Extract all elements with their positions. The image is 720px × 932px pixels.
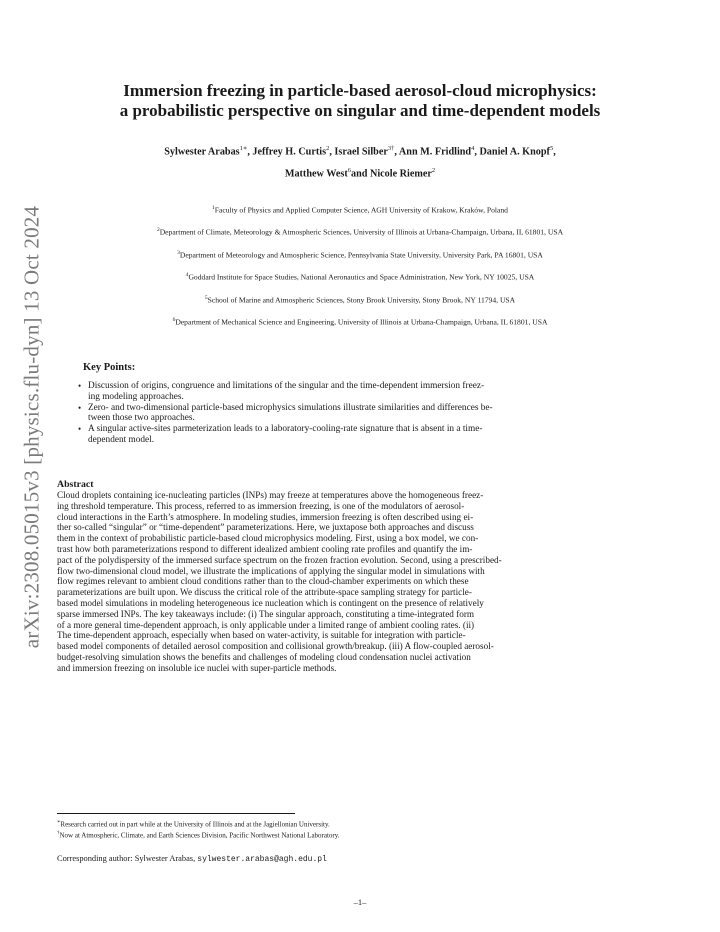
key-point-text: A singular active-sites parmeterization leads to a laboratory-cooling-rate signature that is absent in a time- xyxy=(88,424,483,435)
author-affil-mark: 1∗ xyxy=(239,145,248,152)
key-point xyxy=(78,424,658,446)
author-affil-mark: 2 xyxy=(431,167,436,174)
footnote xyxy=(57,829,340,840)
abstract-line: pact of the polydispersity of the immersed surface spectrum on the frozen fraction evolution. Second, using a prescribed- xyxy=(57,554,502,565)
author-separator: and xyxy=(350,168,370,180)
key-point-text: ing modeling approaches. xyxy=(88,391,184,402)
affiliation-number: 6 xyxy=(172,317,176,323)
author-name: Matthew West xyxy=(284,168,348,180)
bullet-icon: • xyxy=(78,402,82,413)
abstract-line: flow regimes relevant to ambient cloud conditions rather than to the cloud-chamber experiments on which these xyxy=(57,576,469,587)
author-affil-mark: 5 xyxy=(549,145,554,152)
affiliation-text: Department of Climate, Meteorology & Atmospheric Sciences, University of Illinois at Urbana-Champaign, Urbana, IL 61801, USA xyxy=(159,227,564,237)
footnote-text: Now at Atmospheric, Climate, and Earth Sciences Division, Pacific Northwest National Laboratory. xyxy=(59,831,340,840)
key-points-list xyxy=(78,381,658,446)
affiliation-text: Department of Mechanical Science and Engineering, University of Illinois at Urbana-Champaign, Urbana, IL 61801, USA xyxy=(175,317,548,327)
abstract-body xyxy=(57,490,667,674)
affiliation xyxy=(40,270,680,283)
abstract-line: Cloud droplets containing ice-nucleating particles (INPs) may freeze at temperatures above the homogeneous freez- xyxy=(57,490,484,500)
affiliation-number: 5 xyxy=(204,295,208,301)
author-separator: , xyxy=(474,146,480,158)
affiliation xyxy=(40,203,680,216)
affiliation-text: Department of Meteorology and Atmospheric Science, Pennsylvania State University, University Park, PA 16801, USA xyxy=(179,250,543,260)
corresponding-email[interactable]: sylwester.arabas@agh.edu.pl xyxy=(197,855,327,864)
abstract-line: ther so-called “singular” or “time-dependent” parameterizations. Here, we juxtapose both approaches and discuss xyxy=(57,522,474,533)
author-name: Israel Silber xyxy=(334,146,388,158)
footnote xyxy=(57,818,330,829)
affiliation xyxy=(40,225,680,238)
author-name: Ann M. Fridlind xyxy=(398,146,472,158)
key-point-text: Zero- and two-dimensional particle-based microphysics simulations illustrate similarities and differences be- xyxy=(88,402,493,413)
abstract-line: trast how both parameterizations respond to different idealized ambient cooling rate profiles and quantify the im- xyxy=(57,543,473,554)
author-separator: , xyxy=(553,146,556,158)
page-number: –1– xyxy=(353,897,367,907)
affiliation-text: Faculty of Physics and Applied Computer Science, AGH University of Krakow, Kraków, Poland xyxy=(214,205,508,215)
bullet-icon: • xyxy=(78,424,82,435)
author-name: Nicole Riemer xyxy=(369,168,432,180)
abstract-line: flow two-dimensional cloud model, we illustrate the implications of applying the singular model in simulations with xyxy=(57,565,485,576)
author-affil-mark: 2 xyxy=(326,145,330,152)
author-affil-mark: 6 xyxy=(347,167,351,174)
abstract-line: ing threshold temperature. This process, referred to as immersion freezing, is one of the modulators of aerosol- xyxy=(57,500,465,511)
bullet-icon: • xyxy=(78,381,82,391)
corresponding-author xyxy=(57,854,327,864)
author-line-2 xyxy=(60,167,660,179)
key-point xyxy=(78,403,658,425)
affiliation xyxy=(40,248,680,261)
abstract-heading: Abstract xyxy=(57,479,94,490)
key-point xyxy=(78,381,658,403)
abstract-line: and immersion freezing on insoluble ice nuclei with super-particle methods. xyxy=(57,662,337,673)
author-separator: , xyxy=(247,146,253,158)
abstract-line: them in the context of probabilistic particle-based cloud microphysics modeling. First, using a box model, we con- xyxy=(57,533,479,544)
author-name: Sylwester Arabas xyxy=(164,146,240,158)
abstract-line: sparse immersed INPs. The key takeaways include: (i) The singular approach, constituting a time-integrated form xyxy=(57,608,475,619)
arxiv-identifier: arXiv:2308.05015v3 [physics.flu-dyn] 13 Oct 2024 xyxy=(19,205,44,649)
abstract-line: cloud interactions in the Earth’s atmosphere. In modeling studies, immersion freezing is often described using ei- xyxy=(57,511,474,522)
affiliation-number: 3 xyxy=(177,250,180,256)
abstract-line: budget-resolving simulation shows the benefits and challenges of modeling cloud condensation nuclei activation xyxy=(57,651,471,662)
abstract-line: of a more general time-dependent approach, is only applicable under a limited range of ambient cooling rates. (ii) xyxy=(57,619,475,630)
affiliation xyxy=(40,293,680,306)
author-line-1 xyxy=(60,144,660,157)
affiliation xyxy=(40,315,680,328)
affiliation-text: School of Marine and Atmospheric Sciences, Stony Brook University, Stony Brook, NY 11794, USA xyxy=(207,295,516,305)
affiliation-number: 1 xyxy=(212,205,215,211)
corresponding-label: Corresponding author: Sylwester Arabas, xyxy=(57,854,196,863)
key-points-heading: Key Points: xyxy=(83,362,136,373)
footnote-mark: ∗ xyxy=(57,820,61,825)
footnote-divider xyxy=(57,813,295,814)
author-separator: , xyxy=(394,146,399,158)
author-name: Jeffrey H. Curtis xyxy=(252,146,327,158)
affiliation-number: 2 xyxy=(156,227,160,233)
key-point-text: dependent model. xyxy=(88,434,155,445)
abstract-line: The time-dependent approach, especially when based on water-activity, is suitable for integration with particle- xyxy=(57,630,466,641)
affiliation-number: 4 xyxy=(185,272,189,278)
abstract-line: based model simulations in modeling heterogeneous ice nucleation which is contingent on the presence of relatively xyxy=(57,597,484,608)
key-point-text: Discussion of origins, congruence and limitations of the singular and the time-dependent immersion freez- xyxy=(88,381,485,391)
abstract-line: parameterizations are built upon. We discuss the critical role of the attribute-space sampling strategy for particle- xyxy=(57,587,472,598)
footnote-text: Research carried out in part while at the University of Illinois and at the Jagiellonian University. xyxy=(60,820,330,829)
key-point-text: tween those two approaches. xyxy=(88,413,195,424)
abstract-line: based model components of detailed aerosol composition and collisional growth/breakup. (iii) A flow-coupled aerosol- xyxy=(57,641,494,652)
affiliation-text: Goddard Institute for Space Studies, National Aeronautics and Space Administration, New York, NY 10025, USA xyxy=(188,272,535,282)
author-affil-mark: 4 xyxy=(471,145,475,152)
footnote-mark: † xyxy=(57,831,60,836)
author-separator: , xyxy=(329,146,335,158)
paper-title-line-1: Immersion freezing in particle-based aerosol-cloud microphysics: xyxy=(123,81,597,100)
author-affil-mark: 3† xyxy=(387,145,395,152)
paper-title-line-2: a probabilistic perspective on singular and time-dependent models xyxy=(119,101,601,120)
author-name: Daniel A. Knopf xyxy=(479,146,550,158)
